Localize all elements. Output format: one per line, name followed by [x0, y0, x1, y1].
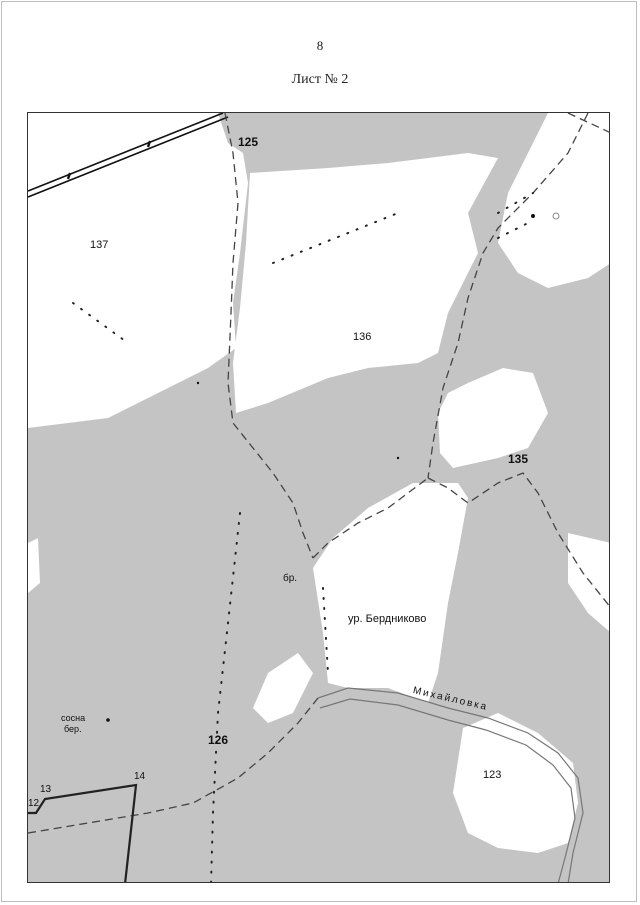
- clearing-135: [438, 368, 548, 468]
- quarter-label-136: 136: [353, 331, 372, 343]
- boundary-point-13: 13: [40, 784, 52, 795]
- quarter-label-135: 135: [508, 452, 529, 466]
- clearing-bottom-strip: [253, 653, 313, 723]
- sheet-title: Лист № 2: [291, 72, 349, 87]
- stand-label-line1: сосна: [61, 713, 86, 723]
- clearing-123: [453, 713, 578, 853]
- clearing-small-left: [28, 538, 40, 593]
- plot-boundary: [28, 785, 136, 883]
- map-frame: [27, 112, 610, 883]
- clearing-136: [233, 153, 498, 413]
- stand-label-line2: бер.: [64, 724, 82, 734]
- map-canvas: [28, 113, 610, 883]
- river-name-label: Михайловка: [411, 685, 490, 714]
- clearing-137: [28, 113, 248, 428]
- place-name-label: ур. Бердниково: [348, 613, 427, 625]
- clearing-bardnikovo: [313, 483, 468, 703]
- boundary-point-12: 12: [28, 798, 40, 809]
- quarter-label-126: 126: [208, 733, 229, 747]
- quarter-label-123: 123: [483, 769, 502, 781]
- quarter-label-137: 137: [90, 239, 109, 251]
- boundary-point-14: 14: [134, 771, 146, 782]
- ford-label: бр.: [283, 573, 298, 584]
- clearing-right: [568, 533, 610, 633]
- clearing-top-right: [498, 113, 610, 288]
- quarter-label-125: 125: [238, 135, 259, 149]
- page-number: 8: [316, 38, 324, 53]
